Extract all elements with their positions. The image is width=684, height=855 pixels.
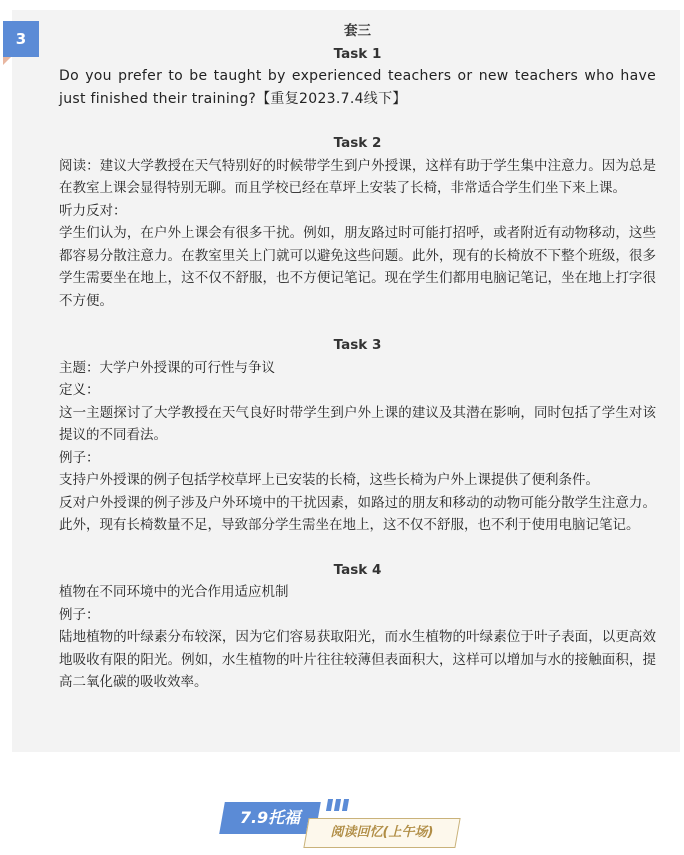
stripe bbox=[342, 799, 349, 811]
footer-banner bbox=[0, 790, 684, 855]
task-2-listening-label: 听力反对： bbox=[59, 202, 127, 219]
spacer bbox=[59, 110, 656, 132]
task-2-reading: 阅读：建议大学教授在天气特别好的时候带学生到户外授课，这样有助于学生集中注意力。因为总是在教室上课会显得特别无聊。而且学校已经在草坪上安装了长椅，非常适合学生们坐下来上课。 bbox=[59, 157, 656, 196]
task-4-example: 陆地植物的叶绿素分布较深，因为它们容易获取阳光，而水生植物的叶绿素位于叶子表面，以更高效地吸收有限的阳光。例如，水生植物的叶片往往较薄但表面积大，这样可以增加与水的接触面积，提高二氧化碳的吸收效率。 bbox=[59, 629, 656, 690]
main-tag-label: 7.9托福 bbox=[239, 808, 301, 827]
stripes-decoration bbox=[327, 799, 348, 811]
stripe bbox=[326, 799, 333, 811]
section-number-badge: 3 bbox=[3, 21, 39, 57]
spacer bbox=[59, 537, 656, 559]
task-3-examples-label: 例子： bbox=[59, 449, 100, 466]
task-3-example-against: 反对户外授课的例子涉及户外环境中的干扰因素，如路过的朋友和移动的动物可能分散学生注意力。此外，现有长椅数量不足，导致部分学生需坐在地上，这不仅不舒服，也不利于使用电脑记笔记。 bbox=[59, 494, 656, 533]
task-4-examples-label: 例子： bbox=[59, 606, 100, 623]
spacer bbox=[59, 312, 656, 334]
task-3-title: Task 3 bbox=[333, 337, 382, 353]
task-2-title: Task 2 bbox=[333, 135, 382, 151]
task-1-question: Do you prefer to be taught by experienced teachers or new teachers who have just finished their training?【重复2023.7.4线下】 bbox=[59, 68, 656, 107]
stripe bbox=[334, 799, 341, 811]
task-4-topic: 植物在不同环境中的光合作用适应机制 bbox=[59, 584, 289, 600]
task-3-topic: 主题：大学户外授课的可行性与争议 bbox=[59, 359, 275, 376]
sub-tag-label: 阅读回忆(上午场) bbox=[330, 825, 434, 840]
task-4-title: Task 4 bbox=[333, 561, 382, 578]
task-3-example-support: 支持户外授课的例子包括学校草坪上已安装的长椅，这些长椅为户外上课提供了便利条件。 bbox=[59, 472, 599, 488]
task-2-listening: 学生们认为，在户外上课会有很多干扰。例如，朋友路过时可能打招呼，或者附近有动物移动，这些都容易分散注意力。在教室里关上门就可以避免这些问题。此外，现有的长椅放不下整个班级，很多学生需要坐在地上，这不仅不舒服，也不方便记笔记。现在学生们都用电脑记笔记，坐在地上打字很不方便。 bbox=[59, 225, 656, 309]
task-3-definition: 这一主题探讨了大学教授在天气良好时带学生到户外上课的建议及其潜在影响，同时包括了学生对该提议的不同看法。 bbox=[59, 404, 656, 443]
content-body bbox=[59, 20, 656, 694]
set-title: 套三 bbox=[344, 23, 371, 39]
badge-fold-decoration bbox=[3, 57, 11, 65]
task-1-title: Task 1 bbox=[333, 45, 382, 62]
task-3-definition-label: 定义： bbox=[59, 382, 100, 398]
